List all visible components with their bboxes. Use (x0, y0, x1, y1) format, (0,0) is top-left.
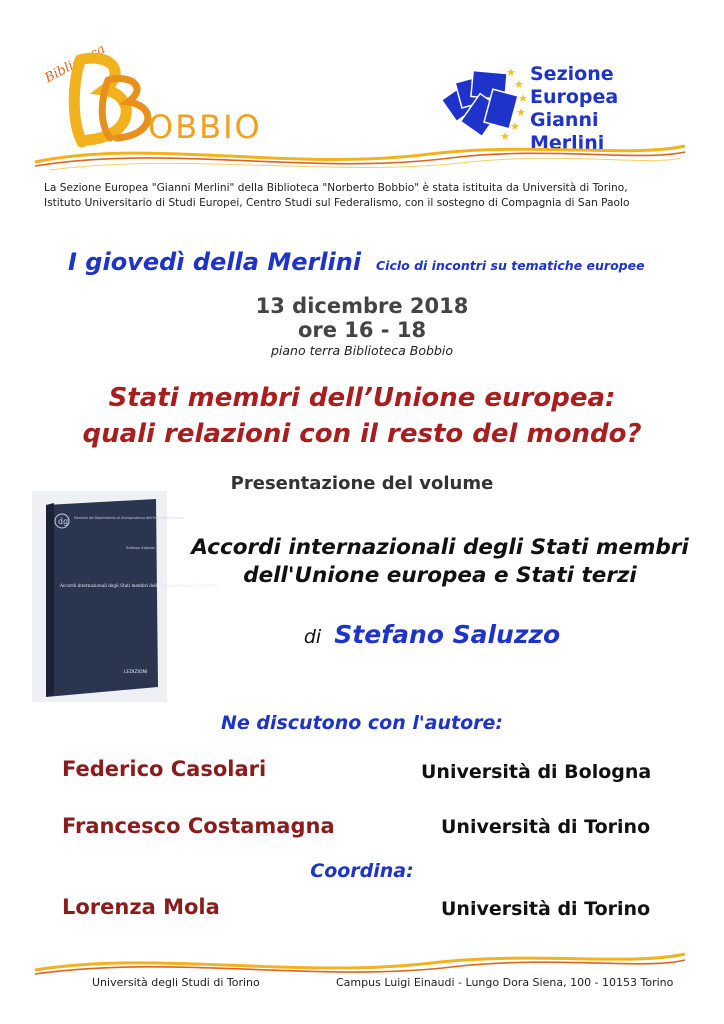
speaker-name: Francesco Costamagna (62, 814, 335, 838)
svg-text:★: ★ (510, 120, 520, 133)
discussants-label: Ne discutono con l'autore: (220, 712, 504, 734)
event-time: ore 16 - 18 (297, 318, 427, 342)
book-cover-author: Stefano Saluzzo (126, 546, 156, 550)
book-cover-publisher: LEDIZIONI (124, 670, 148, 675)
coordinator-affiliation: Università di Torino (441, 898, 651, 920)
sezione-europea-wordmark: Sezione Europea Gianni Merlini (530, 63, 619, 154)
svg-text:★: ★ (506, 66, 516, 79)
decorative-swoosh-top (30, 132, 690, 178)
speaker-name: Federico Casolari (62, 757, 267, 781)
svg-text:★: ★ (500, 130, 510, 143)
by-label: di (303, 626, 322, 648)
coordinator-label: Coordina: (310, 860, 414, 882)
svg-text:dg: dg (58, 517, 69, 526)
event-place: piano terra Biblioteca Bobbio (270, 343, 453, 358)
coordinator-name: Lorenza Mola (62, 895, 220, 919)
book-title: Accordi internazionali degli Stati membri dell'Unione europea e Stati terzi (191, 535, 689, 588)
svg-text:Biblioteca: Biblioteca (42, 41, 108, 87)
svg-text:★: ★ (516, 106, 526, 119)
event-headline: Stati membri dell’Unione europea: quali relazioni con il resto del mondo? (82, 383, 642, 449)
series-subtitle: Ciclo di incontri su tematiche europee (376, 258, 645, 273)
event-date: 13 dicembre 2018 (255, 294, 469, 318)
presentation-label: Presentazione del volume (230, 473, 494, 494)
book-cover-image (32, 491, 219, 702)
author-line (0, 620, 724, 649)
series-title: I giovedì della Merlini (68, 248, 362, 276)
date-block (0, 294, 724, 360)
book-cover-title: Accordi internazionali degli Stati membri dell'Unione europea e Stati terzi (60, 583, 219, 588)
svg-text:★: ★ (514, 78, 524, 91)
book-author: Stefano Saluzzo (334, 620, 561, 649)
book-cover-series: Memorie del Dipartimento di Giurisprudenza dell'Università di Torino (74, 516, 184, 520)
svg-text:★: ★ (518, 92, 528, 105)
intro-text: La Sezione Europea "Gianni Merlini" della Biblioteca "Norberto Bobbio" è stata istituita da Università di Torino, Istituto Universitario di Studi Europei, Centro Studi sul Federalismo, con il sostegno di Compagnia di San Paolo (44, 182, 630, 209)
footer-address: Campus Luigi Einaudi - Lungo Dora Siena, 100 - 10153 Torino (336, 976, 674, 989)
speaker-affiliation: Università di Bologna (421, 761, 652, 783)
svg-text:OBBIO: OBBIO (148, 108, 262, 146)
footer-university: Università degli Studi di Torino (92, 976, 260, 989)
speaker-affiliation: Università di Torino (441, 816, 651, 838)
